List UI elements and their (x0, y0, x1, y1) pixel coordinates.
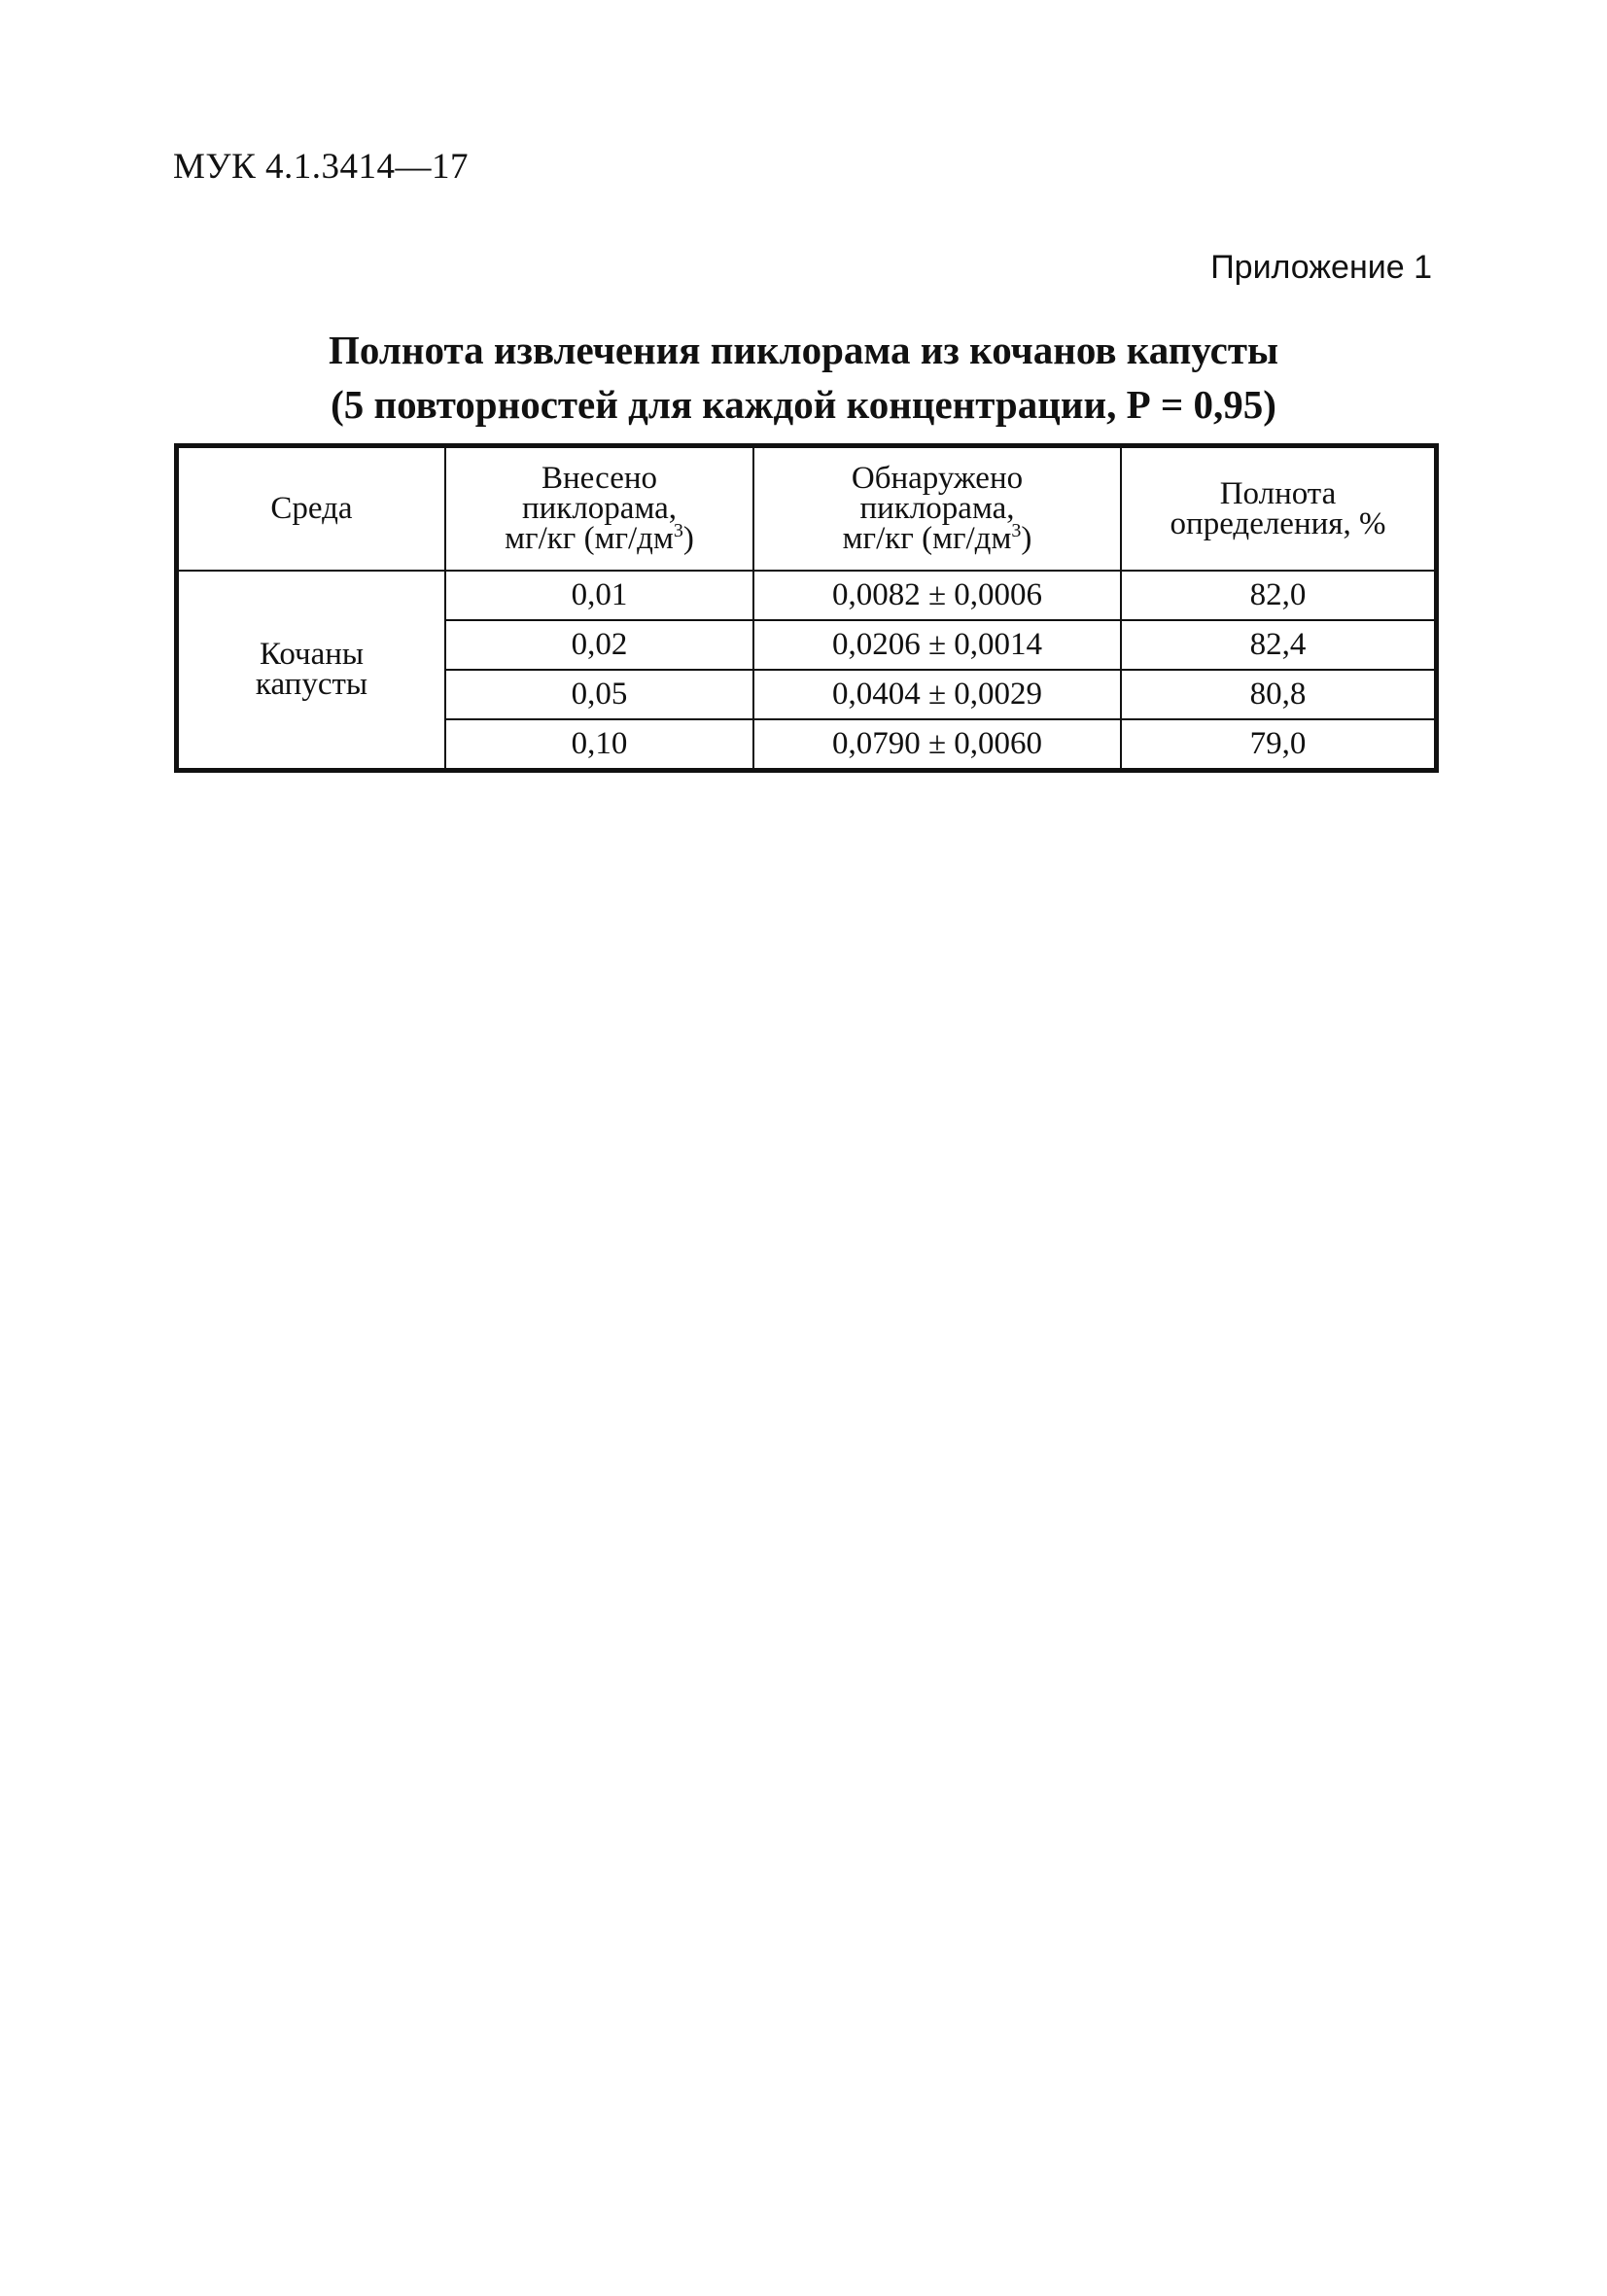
header-added (445, 447, 753, 571)
header-found-unit: мг/кг (мг/дм (842, 521, 1012, 556)
cell-recovery: 79,0 (1121, 719, 1435, 769)
cell-added: 0,01 (445, 571, 753, 620)
header-added-sup: 3 (673, 520, 683, 541)
header-found (753, 447, 1121, 571)
table-header-row (178, 447, 1435, 571)
header-found-line1: Обнаружено (851, 461, 1024, 496)
medium-line2: капусты (255, 667, 368, 702)
cell-added: 0,02 (445, 620, 753, 670)
header-found-line2: пиклорама, (859, 491, 1015, 526)
recovery-table (177, 446, 1436, 770)
title-line-2: (5 повторностей для каждой концентрации, Р = 0,95) (331, 382, 1276, 427)
header-added-line2: пиклорама, (521, 491, 678, 526)
cell-added: 0,10 (445, 719, 753, 769)
cell-recovery: 80,8 (1121, 670, 1435, 719)
header-added-line3 (446, 520, 752, 556)
header-recovery-line2: определения, % (1170, 505, 1386, 541)
document-code: МУК 4.1.3414—17 (173, 147, 470, 187)
header-medium: Среда (178, 447, 445, 571)
appendix-label: Приложение 1 (1210, 249, 1432, 286)
table-row (178, 571, 1435, 620)
cell-found: 0,0790 ± 0,0060 (753, 719, 1121, 769)
title-line-1: Полнота извлечения пиклорама из кочанов капусты (329, 328, 1278, 372)
medium-line1: Кочаны (259, 637, 365, 672)
cell-found: 0,0206 ± 0,0014 (753, 620, 1121, 670)
cell-added: 0,05 (445, 670, 753, 719)
header-recovery-line1: Полнота (1219, 475, 1337, 511)
header-added-line1: Внесено (541, 461, 657, 496)
header-added-close: ) (682, 521, 694, 556)
cell-recovery: 82,0 (1121, 571, 1435, 620)
cell-recovery: 82,4 (1121, 620, 1435, 670)
table-title (173, 323, 1434, 432)
cell-found: 0,0404 ± 0,0029 (753, 670, 1121, 719)
cell-found: 0,0082 ± 0,0006 (753, 571, 1121, 620)
header-recovery (1121, 447, 1435, 571)
header-found-line3 (754, 520, 1120, 556)
header-added-unit: мг/кг (мг/дм (505, 521, 674, 556)
header-found-sup: 3 (1011, 520, 1022, 541)
medium-cell (178, 571, 445, 769)
header-found-close: ) (1021, 521, 1032, 556)
